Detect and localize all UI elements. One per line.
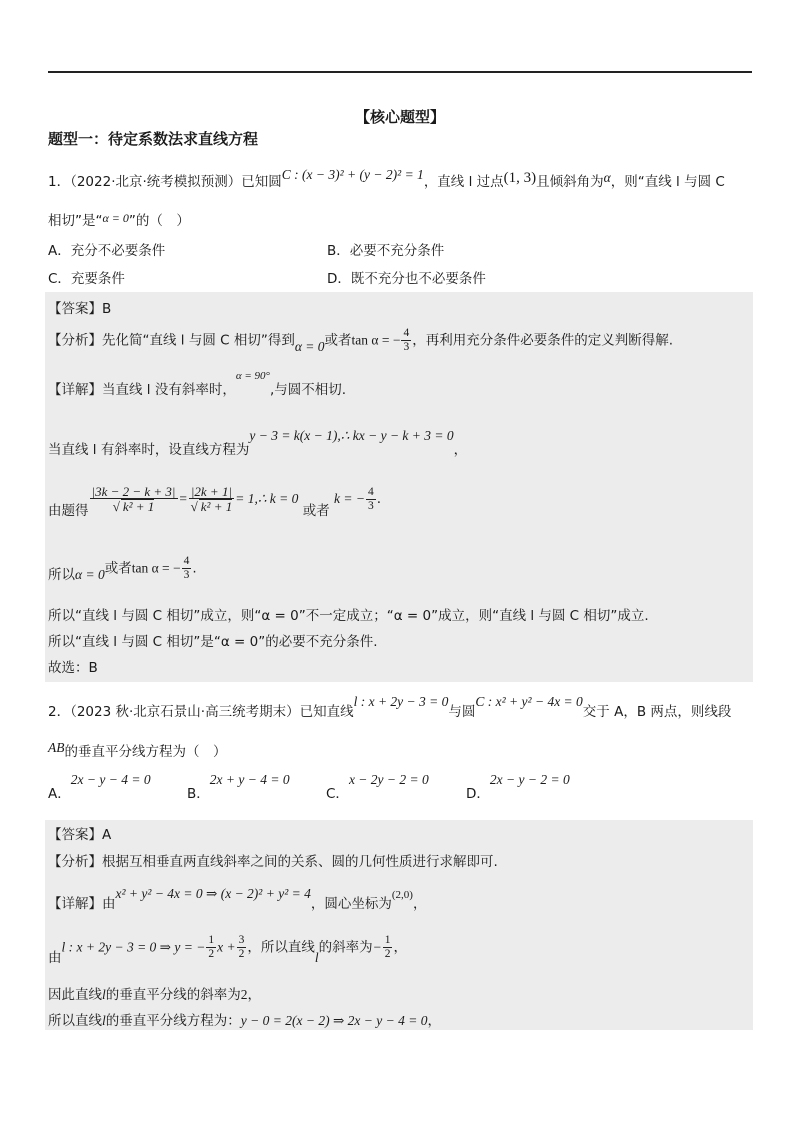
q1-number: 1． — [48, 174, 71, 190]
q2-detail-eq: x² + y² − 4x = 0 ⇒ (x − 2)² + y² = 4 — [115, 886, 311, 901]
q2-stem-line2 — [48, 740, 227, 761]
q1-so1-frac — [182, 555, 192, 582]
q2-so-line: ，所以直线 — [247, 939, 315, 956]
radicand: k² + 1 — [200, 499, 233, 514]
q1-stem — [48, 167, 725, 191]
frac-den: 2 — [238, 948, 245, 960]
q2-final-eq: y − 0 = 2(x − 2) ⇒ 2x − y − 4 = 0 — [240, 1013, 428, 1028]
period: . — [192, 560, 197, 577]
q1-so3: 所以“直线 l 与圆 C 相切”是“α = 0”的必要不充分条件. — [48, 634, 378, 650]
q2-option-d — [466, 772, 570, 803]
option-letter: D． — [466, 786, 490, 802]
q1-so1 — [48, 555, 197, 582]
q2-slope-frac — [383, 934, 393, 961]
q2-option-a-eq: 2x − y − 4 = 0 — [70, 772, 151, 787]
period: . — [376, 491, 382, 507]
q1-analysis-frac — [401, 327, 411, 354]
q1-slope-text: 当直线 l 有斜率时，设直线方程为 — [48, 442, 250, 458]
frac-den: √ k² + 1 — [190, 499, 233, 514]
q1-choose: 故选：B — [48, 660, 98, 676]
q2-final-text2: 的垂直平分线方程为： — [105, 1013, 241, 1029]
q2-source: （2023 秋·北京石景山·高三统考期末）已知直线 — [70, 704, 354, 720]
top-rule — [48, 71, 752, 73]
q2-half-frac — [206, 934, 216, 961]
comma: ， — [412, 896, 427, 912]
comma: ， — [247, 987, 262, 1003]
q2-threehalf-frac — [237, 934, 247, 961]
q1-given-frac1 — [90, 485, 178, 513]
q1-answer: 【答案】B — [48, 301, 112, 317]
q1-incl: 且倾斜角为 — [536, 174, 604, 190]
frac-den: 3 — [183, 569, 190, 581]
q2-option-d-eq: 2x − y − 2 = 0 — [489, 772, 570, 787]
q2-detail-text: 【详解】由 — [48, 896, 116, 912]
q1-given-k: k = − — [334, 491, 365, 506]
q1-analysis-or: 或者 — [324, 332, 352, 349]
q2-detail-center-label: ，圆心坐标为 — [310, 896, 392, 912]
q1-end: ”的（ ） — [128, 213, 190, 229]
q1-option-c: C．充要条件 — [48, 271, 125, 287]
q2-x-plus: x + — [217, 939, 236, 955]
q1-alpha: α — [603, 170, 611, 185]
q1-given: 由题得 $\frac{|3k - 2 - k + 3|}{\text{√ k² + 1}}$ = $\frac{|2k + 1|}{\text{√ k² + 1}}$ = 1,∴ k = 0 或者 k = − $\frac{4}{3}$ . — [48, 484, 382, 519]
q1-detail-text: 【详解】当直线 l 没有斜率时， — [48, 382, 236, 398]
q1-slope — [48, 428, 468, 459]
q2-answer: 【答案】A — [48, 827, 112, 843]
frac-num: 1 — [208, 934, 215, 946]
q2-option-a — [48, 772, 151, 803]
q1-so1-alpha: α = 0 — [75, 566, 105, 582]
q1-cond: α = 0 — [102, 211, 129, 225]
q2-l: l — [314, 949, 319, 965]
q1-circle-eq: C : (x − 3)² + (y − 2)² = 1 — [281, 167, 424, 182]
q1-slope-eq: y − 3 = k(x − 1),∴ kx − y − k + 3 = 0 — [249, 428, 454, 443]
q2-option-b-eq: 2x + y − 4 = 0 — [209, 772, 290, 787]
frac-num: |3k − 2 − k + 3| — [91, 484, 176, 499]
q2-center: (2,0) — [391, 889, 413, 901]
q1-point: (1, 3) — [503, 170, 537, 186]
q2-detail — [48, 886, 427, 914]
radicand: k² + 1 — [122, 499, 155, 514]
q1-so1-or: 或者 — [104, 560, 132, 577]
q2-slope-is: 的斜率为 — [318, 939, 373, 956]
q2-from-label: 由 — [48, 949, 62, 966]
q2-line-eq: l : x + 2y − 3 = 0 — [353, 694, 449, 709]
q1-analysis-tan: tan α = − — [351, 332, 401, 348]
frac-den: 2 — [208, 948, 215, 960]
q1-option-a: A．充分不必要条件 — [48, 243, 166, 259]
q2-analysis: 【分析】根据互相垂直两直线斜率之间的关系、圆的几何性质进行求解即可. — [48, 854, 498, 870]
frac-num: 4 — [367, 485, 374, 498]
q1-given-tail: = 1,∴ k = 0 — [235, 491, 299, 506]
frac-num: |2k + 1| — [189, 485, 235, 499]
q2-segment-ab: AB — [48, 740, 65, 755]
q2-perp — [48, 986, 261, 1004]
q1-detail-tail: ,与圆不相切. — [269, 382, 347, 398]
q2-perp-text: 因此直线 — [48, 987, 102, 1003]
frac-den: 2 — [384, 948, 391, 960]
q1-option-b: B．必要不充分条件 — [327, 243, 445, 259]
q1-mid: ，直线 l 过点 — [423, 174, 504, 190]
option-letter: C． — [326, 786, 349, 802]
q1-detail-alpha90: α = 90° — [235, 370, 270, 382]
q2-stem — [48, 694, 732, 721]
q2-final — [48, 1012, 441, 1030]
q2-with: 与圆 — [448, 704, 476, 720]
option-letter: B． — [187, 786, 210, 802]
q1-analysis-tail: ，再利用充分条件必要条件的定义判断得解. — [412, 332, 674, 349]
q1-analysis-text: 【分析】先化简“直线 l 与圆 C 相切”得到 — [48, 332, 295, 349]
frac-den: √ k² + 1 — [112, 499, 155, 514]
q1-line2-text: 相切”是“ — [48, 213, 103, 229]
q2-l: l — [102, 1013, 106, 1028]
topic-title: 题型一：待定系数法求直线方程 — [48, 130, 259, 148]
frac-den: 3 — [403, 341, 410, 353]
q1-so2: 所以“直线 l 与圆 C 相切”成立，则“α = 0”不一定成立；“α = 0”成立，则“直线 l 与圆 C 相切”成立. — [48, 608, 649, 624]
q2-neg: − — [372, 939, 382, 955]
comma: ， — [427, 1013, 441, 1029]
section-header: 【核心题型】 — [355, 108, 446, 126]
q2-option-c-eq: x − 2y − 2 = 0 — [348, 772, 429, 787]
q2-l: l — [102, 987, 106, 1002]
q1-option-d: D．既不充分也不必要条件 — [327, 271, 486, 287]
q1-given-kfrac — [366, 486, 376, 513]
frac-num: 3 — [238, 934, 245, 946]
q2-option-c — [326, 772, 429, 803]
q2-final-text: 所以直线 — [48, 1013, 102, 1029]
q2-perp-text2: 的垂直平分线的斜率为 — [105, 987, 241, 1003]
q2-circle-eq: C : x² + y² − 4x = 0 — [475, 694, 583, 709]
q1-so1-tan: tan α = − — [131, 560, 181, 576]
frac-num: 4 — [403, 327, 410, 339]
q2-two: 2 — [240, 987, 248, 1002]
q1-given-or: 或者 — [302, 503, 330, 519]
frac-num: 4 — [183, 555, 190, 567]
q2-line2-text: 的垂直平分线方程为（ ） — [64, 744, 227, 760]
q1-analysis-alpha: α = 0 — [294, 338, 325, 354]
comma: ， — [393, 939, 407, 956]
q1-given-frac2 — [189, 485, 235, 513]
q1-given-label: 由题得 — [48, 503, 89, 519]
q1-slope-comma: ， — [453, 442, 468, 458]
q1-stem-line2 — [48, 212, 190, 230]
q2-option-b — [187, 772, 290, 803]
q1-analysis — [48, 327, 673, 354]
frac-den: 3 — [367, 499, 374, 512]
q2-from-eq: l : x + 2y − 3 = 0 ⇒ y = − — [61, 939, 206, 955]
q1-tail: ，则“直线 l 与圆 C — [610, 174, 725, 190]
option-letter: A． — [48, 786, 71, 802]
q2-from — [48, 934, 407, 966]
frac-num: 1 — [384, 934, 391, 946]
q1-source: （2022·北京·统考模拟预测）已知圆 — [70, 174, 282, 190]
so-label: 所以 — [48, 566, 75, 583]
q2-tail: 交于 A，B 两点，则线段 — [582, 704, 732, 720]
q2-number: 2． — [48, 704, 71, 720]
